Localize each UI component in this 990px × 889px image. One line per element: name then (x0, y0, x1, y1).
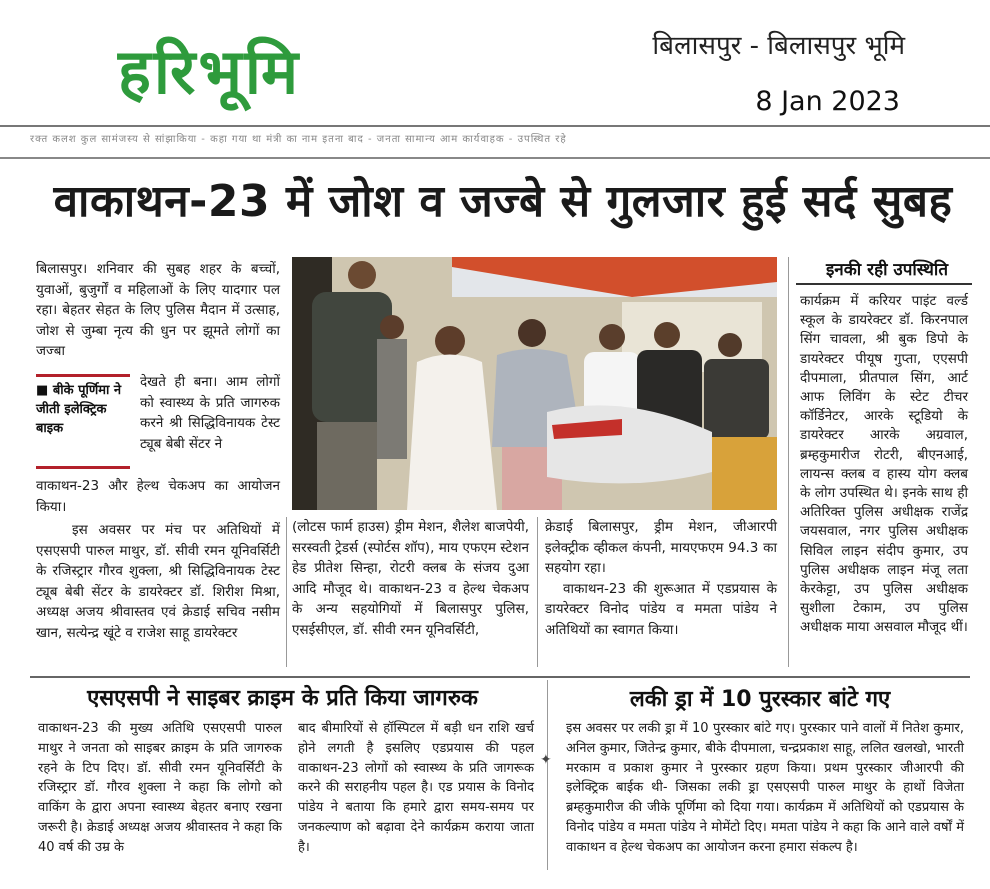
logo-text: हरिभूमि (118, 35, 302, 108)
event-photo (292, 257, 777, 510)
article-col3-para1: क्रेडाई बिलासपुर, ड्रीम मेशन, जीआरपी इलेक्ट्रीक व्हीकल कंपनी, मायएफएम 94.3 का सहयोग रहा। (545, 519, 777, 577)
top-strip-text: रक्त कलश कुल सामंजस्य से सांझाकिया - कहा गया था मंत्री का नाम इतना बाद - जनता सामान्य आम कार्यवाहक - उपस्थित रहे (30, 134, 567, 145)
story3-headline: लकी ड्रा में 10 पुरस्कार बांटे गए (629, 687, 891, 712)
story2-col1: वाकाथन-23 की मुख्य अतिथि एसएसपी पारुल माथुर ने जनता को साइबर क्राइम के प्रति जागरुक रहने के टिप दिए। डॉ. सीवी रमन यूनिवर्सिटी के रजिस्ट्रार डॉ. गौरव शुक्ला ने कहा कि लोगो को वाकिंग के द्वारा अपना स्वास्थ्य बेहतर बनाए रखना जरूरी है। क्रेडाई अध्यक्ष अजय श्रीवास्तव ने कहा कि 40 वर्ष की उम्र के (38, 721, 282, 855)
sidebar-divider (788, 257, 789, 667)
story-divider (547, 680, 548, 870)
masthead-rule-2 (0, 157, 990, 159)
article-lead: बिलासपुर। शनिवार की सुबह शहर के बच्चों, युवाओं, बुजुर्गों व महिलाओं के लिए यादगार पल रहा। बेहतर सेहत के लिए पुलिस मैदान में उत्साह, जोश से जुम्बा नृत्य की धुन पर झूमते लोगों का जज्बा (36, 261, 280, 360)
article-col1-top (36, 259, 280, 362)
edition-label: बिलासपुर - बिलासपुर भूमि (652, 31, 905, 61)
event-photo-illustration (292, 257, 777, 510)
section-rule (30, 676, 970, 678)
article-col2: (लोटस फार्म हाउस) ड्रीम मेशन, शैलेश बाजपेयी, सरस्वती ट्रेडर्स (स्पोर्टस शॉप), माय एफएम स्टेशन हेड प्रीतेश सिन्हा, रोटरी क्लब के संजय दुआ आदि मौजूद थे। वाकाथन-23 व हेल्थ चेकअप के अन्य सहयोगियों में बिलासपुर पुलिस, एसईसीएल, डॉ. सीवी रमन यूनिवर्सिटी, (292, 519, 529, 638)
article-col3 (545, 517, 777, 641)
pull-quote-rule-bottom (36, 466, 130, 469)
publication-date: 8 Jan 2023 (755, 86, 900, 117)
column-divider-2 (537, 517, 538, 667)
sidebar-title-rule (796, 283, 972, 285)
sidebar-title: इनकी रही उपस्थिति (825, 260, 949, 280)
pull-quote-text (36, 377, 130, 438)
article-col3-para2: वाकाथन-23 की शुरूआत में एडप्रयास के डायरेक्टर विनोद पांडेय व ममता पांडेय ने अतिथियों का स्वागत किया। (545, 580, 777, 638)
article-col1-para2: इस अवसर पर मंच पर अतिथियों में एसएसपी पारुल माथुर, डॉ. सीवी रमन यूनिवर्सिटी के रजिस्ट्रार गौरव शुक्ला, श्री सिद्धिविनायक टेस्ट ट्यूब बेबी सेंटर के डायरेक्टर डॉ. शिरीश मिश्रा, अध्यक्ष अजय श्रीवास्तव एवं क्रेडाई सचिव नसीम खान, सत्येन्द्र खूंटे व राजेश साहू डायरेक्टर (36, 522, 280, 641)
pull-quote-label: बीके पूर्णिमा ने जीती इलेक्ट्रिक बाइक (36, 383, 122, 436)
story2-col2: बाद बीमारियों से हॉस्पिटल में बड़ी धन राशि खर्च होने लगती है इसलिए एडप्रयास की पहल वाकाथन-23 लोगों को स्वास्थ्य के प्रति जागरूक करने की सराहनीय पहल है। एड प्रयास के विनोद पांडेय ने बताया कि हमारे द्वारा समय-समय पर जनकल्याण को बढ़ावा देने कार्यक्रम कराया जाता है। (298, 721, 534, 855)
pull-quote (36, 374, 130, 470)
masthead-rule (0, 125, 990, 127)
story2-headline: एसएसपी ने साइबर क्राइम के प्रति किया जागरुक (87, 686, 478, 711)
square-bullet-icon: ■ (36, 383, 53, 398)
article-col1-wrap: देखते ही बना। आम लोगों को स्वास्थ्य के प्रति जागरुक करने श्री सिद्धिविनायक टेस्ट ट्यूब बेबी सेंटर ने (140, 374, 280, 452)
newspaper-logo (118, 33, 480, 111)
sidebar-body: कार्यक्रम में करियर पाइंट वर्ल्ड स्कूल के डायरेक्टर डॉ. किरनपाल सिंग चावला, श्री बुक डिपो के डायरेक्टर पीयूष गुप्ता, एएसपी दीपमाला, प्रीतपाल सिंग, आर्ट आफ लिविंग के स्टेट टीचर कॉर्डिनेटर, आरके स्टूडियो के डायरेक्टर आरके अग्रवाल, ब्रम्हकुमारीज रोटरी, बीएनआई, लायन्स क्लब व हास्य योग क्लब के लोग उपस्थित थे। इनके साथ ही अतिरिक्त पुलिस अधीक्षक राजेंद्र जयसवाल, नगर पुलिस अधीक्षक सिविल लाइन संदीप कुमार, उप पुलिस अधीक्षक लाइन मंजू लता केरकेट्टा, उप पुलिस अधीक्षक सुशीला टेकाम, उप पुलिस अधीक्षक माया असवाल मौजूद थीं। (800, 293, 968, 636)
star-separator-icon: ✦ (540, 752, 552, 768)
article-col1-after: वाकाथन-23 और हेल्थ चेकअप का आयोजन किया। (36, 478, 280, 515)
story3-body: इस अवसर पर लकी ड्रा में 10 पुरस्कार बांटे गए। पुरस्कार पाने वालों में नितेश कुमार, अनिल कुमार, जितेन्द्र कुमार, बीके दीपमाला, चन्द्रप्रकाश साहू, ललित खलखो, भारती मरकाम व प्रकाश कुमार ने पुरस्कार ग्रहण किया। प्रथम पुरस्कार जीआरपी की इलेक्ट्रिक बाईक थी- जिसका लकी ड्रा एसएसपी पारुल माथुर के हाथों विजेता ब्रम्हकुमारीज की जीके पूर्णिमा को दिया गया। कार्यक्रम में अतिथियों को एडप्रयास के विनोद पांडेय व ममता पांडेय ने मोमेंटो दिए। ममता पांडेय ने कहा कि आने वाले वर्षों में वाकाथन व हेल्थ चेकअप का आयोजन करना हमारा संकल्प है। (566, 721, 964, 855)
main-headline: वाकाथन-23 में जोश व जज्बे से गुलजार हुई सर्द सुबह (53, 176, 953, 227)
column-divider-1 (286, 517, 287, 667)
